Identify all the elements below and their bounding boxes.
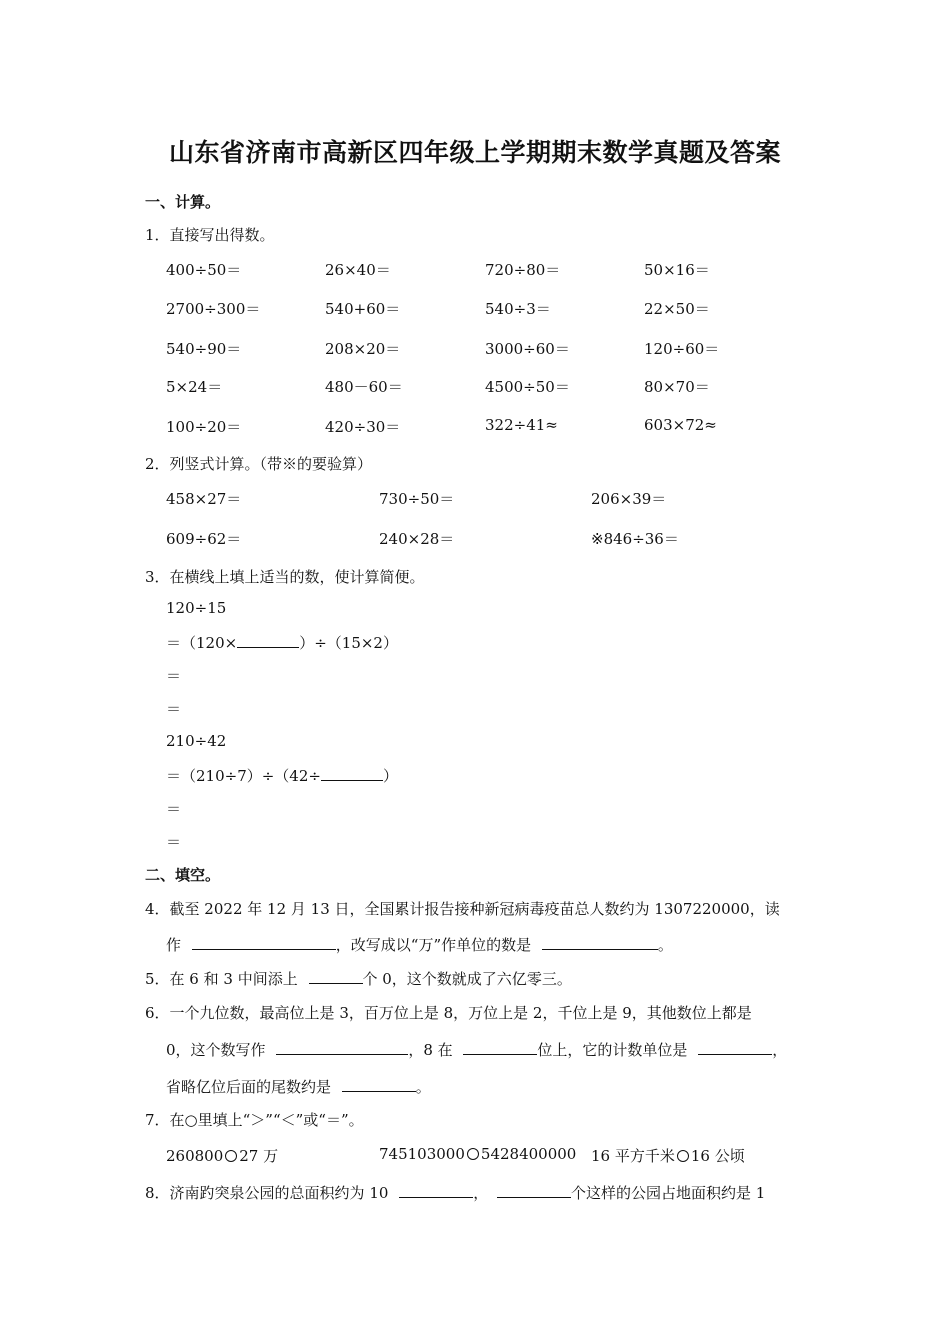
q8-b: ， (473, 1184, 489, 1202)
compare-circle[interactable] (467, 1148, 479, 1160)
q1-problem: 50×16＝ (644, 261, 710, 279)
q3-a-expression: 120÷15 (166, 599, 227, 617)
q6-line3 (166, 1076, 431, 1097)
q7-item-3-right: 16 公顷 (690, 1147, 745, 1165)
q2-problem: 609÷62＝ (166, 530, 242, 548)
q5-b: 个 0，这个数就成了六亿零三。 (362, 970, 572, 988)
q1-problem: 400÷50＝ (166, 261, 242, 279)
section-2-heading: 二、填空。 (145, 866, 221, 884)
q6-blank-unit[interactable] (698, 1040, 772, 1055)
q5-blank[interactable] (309, 969, 363, 984)
q2-label: 2．列竖式计算。（带※的要验算） (145, 455, 373, 473)
q5-a: 5．在 6 和 3 中间添上 (145, 970, 298, 988)
q7-item-2 (379, 1145, 576, 1163)
q1-problem: 120÷60＝ (644, 340, 720, 358)
q3-b-step1-post: ） (382, 767, 398, 785)
q2-problem: 240×28＝ (379, 530, 455, 548)
q3-b-step1 (166, 765, 398, 786)
q1-problem: 100÷20＝ (166, 418, 242, 436)
q2-problem: ※846÷36＝ (591, 530, 679, 548)
q6-line1: 6．一个九位数，最高位上是 3，百万位上是 8，万位上是 2，千位上是 9，其他数位上都是 (145, 1004, 752, 1022)
q1-problem: 4500÷50＝ (485, 378, 570, 396)
q3-a-step1-pre: ＝（120× (166, 634, 238, 652)
q1-problem: 603×72≈ (644, 416, 717, 434)
compare-circle[interactable] (677, 1150, 689, 1162)
q1-problem: 2700÷300＝ (166, 300, 261, 318)
q1-problem: 3000÷60＝ (485, 340, 570, 358)
q4-line2-a: 作 (166, 936, 182, 954)
q4-blank-wan[interactable] (542, 935, 658, 950)
q1-problem: 540+60＝ (325, 300, 401, 318)
q8-blank-count[interactable] (497, 1183, 571, 1198)
q1-problem: 26×40＝ (325, 261, 391, 279)
q2-problem: 458×27＝ (166, 490, 242, 508)
q6-line3-a: 省略亿位后面的尾数约是 (166, 1078, 332, 1096)
q3-b-blank[interactable] (321, 766, 383, 781)
q7-item-3-left: 16 平方千米 (591, 1147, 675, 1165)
q2-problem: 730÷50＝ (379, 490, 455, 508)
q8 (145, 1182, 765, 1203)
q7-item-2-right: 5428400000 (480, 1145, 577, 1163)
q6-line2 (166, 1039, 787, 1060)
q6-blank-position[interactable] (463, 1040, 537, 1055)
q6-line2-c: 位上，它的计数单位是 (537, 1041, 688, 1059)
q8-a: 8．济南趵突泉公园的总面积约为 10 (145, 1184, 389, 1202)
q3-a-step3: ＝ (166, 700, 182, 718)
q1-problem: 80×70＝ (644, 378, 710, 396)
q1-problem: 720÷80＝ (485, 261, 561, 279)
q3-b-expression: 210÷42 (166, 732, 227, 750)
q1-problem: 22×50＝ (644, 300, 710, 318)
q4-line2 (166, 934, 673, 955)
page-title: 山东省济南市高新区四年级上学期期末数学真题及答案 (168, 138, 781, 167)
q5 (145, 968, 572, 989)
q6-line2-b: ，8 在 (408, 1041, 453, 1059)
q1-problem: 540÷3＝ (485, 300, 551, 318)
q6-blank-approx[interactable] (342, 1077, 416, 1092)
q7-item-1 (166, 1145, 278, 1166)
q7-item-1-right: 27 万 (239, 1147, 279, 1165)
q6-blank-number[interactable] (276, 1040, 408, 1055)
q6-line2-a: 0，这个数写作 (166, 1041, 266, 1059)
q3-a-step1-post: ）÷（15×2） (299, 634, 398, 652)
q6-line2-d: ， (772, 1041, 788, 1059)
q6-line3-b: 。 (415, 1078, 431, 1096)
q3-a-blank[interactable] (237, 633, 299, 648)
q4-line1: 4．截至 2022 年 12 月 13 日，全国累计报告接种新冠病毒疫苗总人数约为 1307220000，读 (145, 900, 780, 918)
q2-problem: 206×39＝ (591, 490, 667, 508)
q3-a-step2: ＝ (166, 667, 182, 685)
q1-problem: 322÷41≈ (485, 416, 558, 434)
section-1-heading: 一、计算。 (145, 193, 221, 211)
q3-b-step1-pre: ＝（210÷7）÷（42÷ (166, 767, 321, 785)
q1-label: 1．直接写出得数。 (145, 226, 275, 244)
q7-item-3 (591, 1145, 745, 1166)
q8-c: 个这样的公园占地面积约是 1 (570, 1184, 766, 1202)
q7-label: 7．在○里填上“＞”“＜”或“＝”。 (145, 1111, 364, 1129)
q4-blank-reading[interactable] (192, 935, 336, 950)
q3-b-step3: ＝ (166, 833, 182, 851)
q7-item-2-left: 745103000 (379, 1145, 465, 1163)
q1-problem: 420÷30＝ (325, 418, 401, 436)
q1-problem: 540÷90＝ (166, 340, 242, 358)
compare-circle[interactable] (225, 1150, 237, 1162)
q4-line2-b: ，改写成以“万”作单位的数是 (335, 936, 532, 954)
q1-problem: 208×20＝ (325, 340, 401, 358)
q3-label: 3．在横线上填上适当的数，使计算简便。 (145, 568, 425, 586)
q3-b-step2: ＝ (166, 800, 182, 818)
q1-problem: 480－60＝ (325, 378, 403, 396)
q3-a-step1 (166, 632, 398, 653)
q4-line2-c: 。 (657, 936, 673, 954)
q7-item-1-left: 260800 (166, 1147, 224, 1165)
q8-blank-unit[interactable] (399, 1183, 473, 1198)
q1-problem: 5×24＝ (166, 378, 223, 396)
